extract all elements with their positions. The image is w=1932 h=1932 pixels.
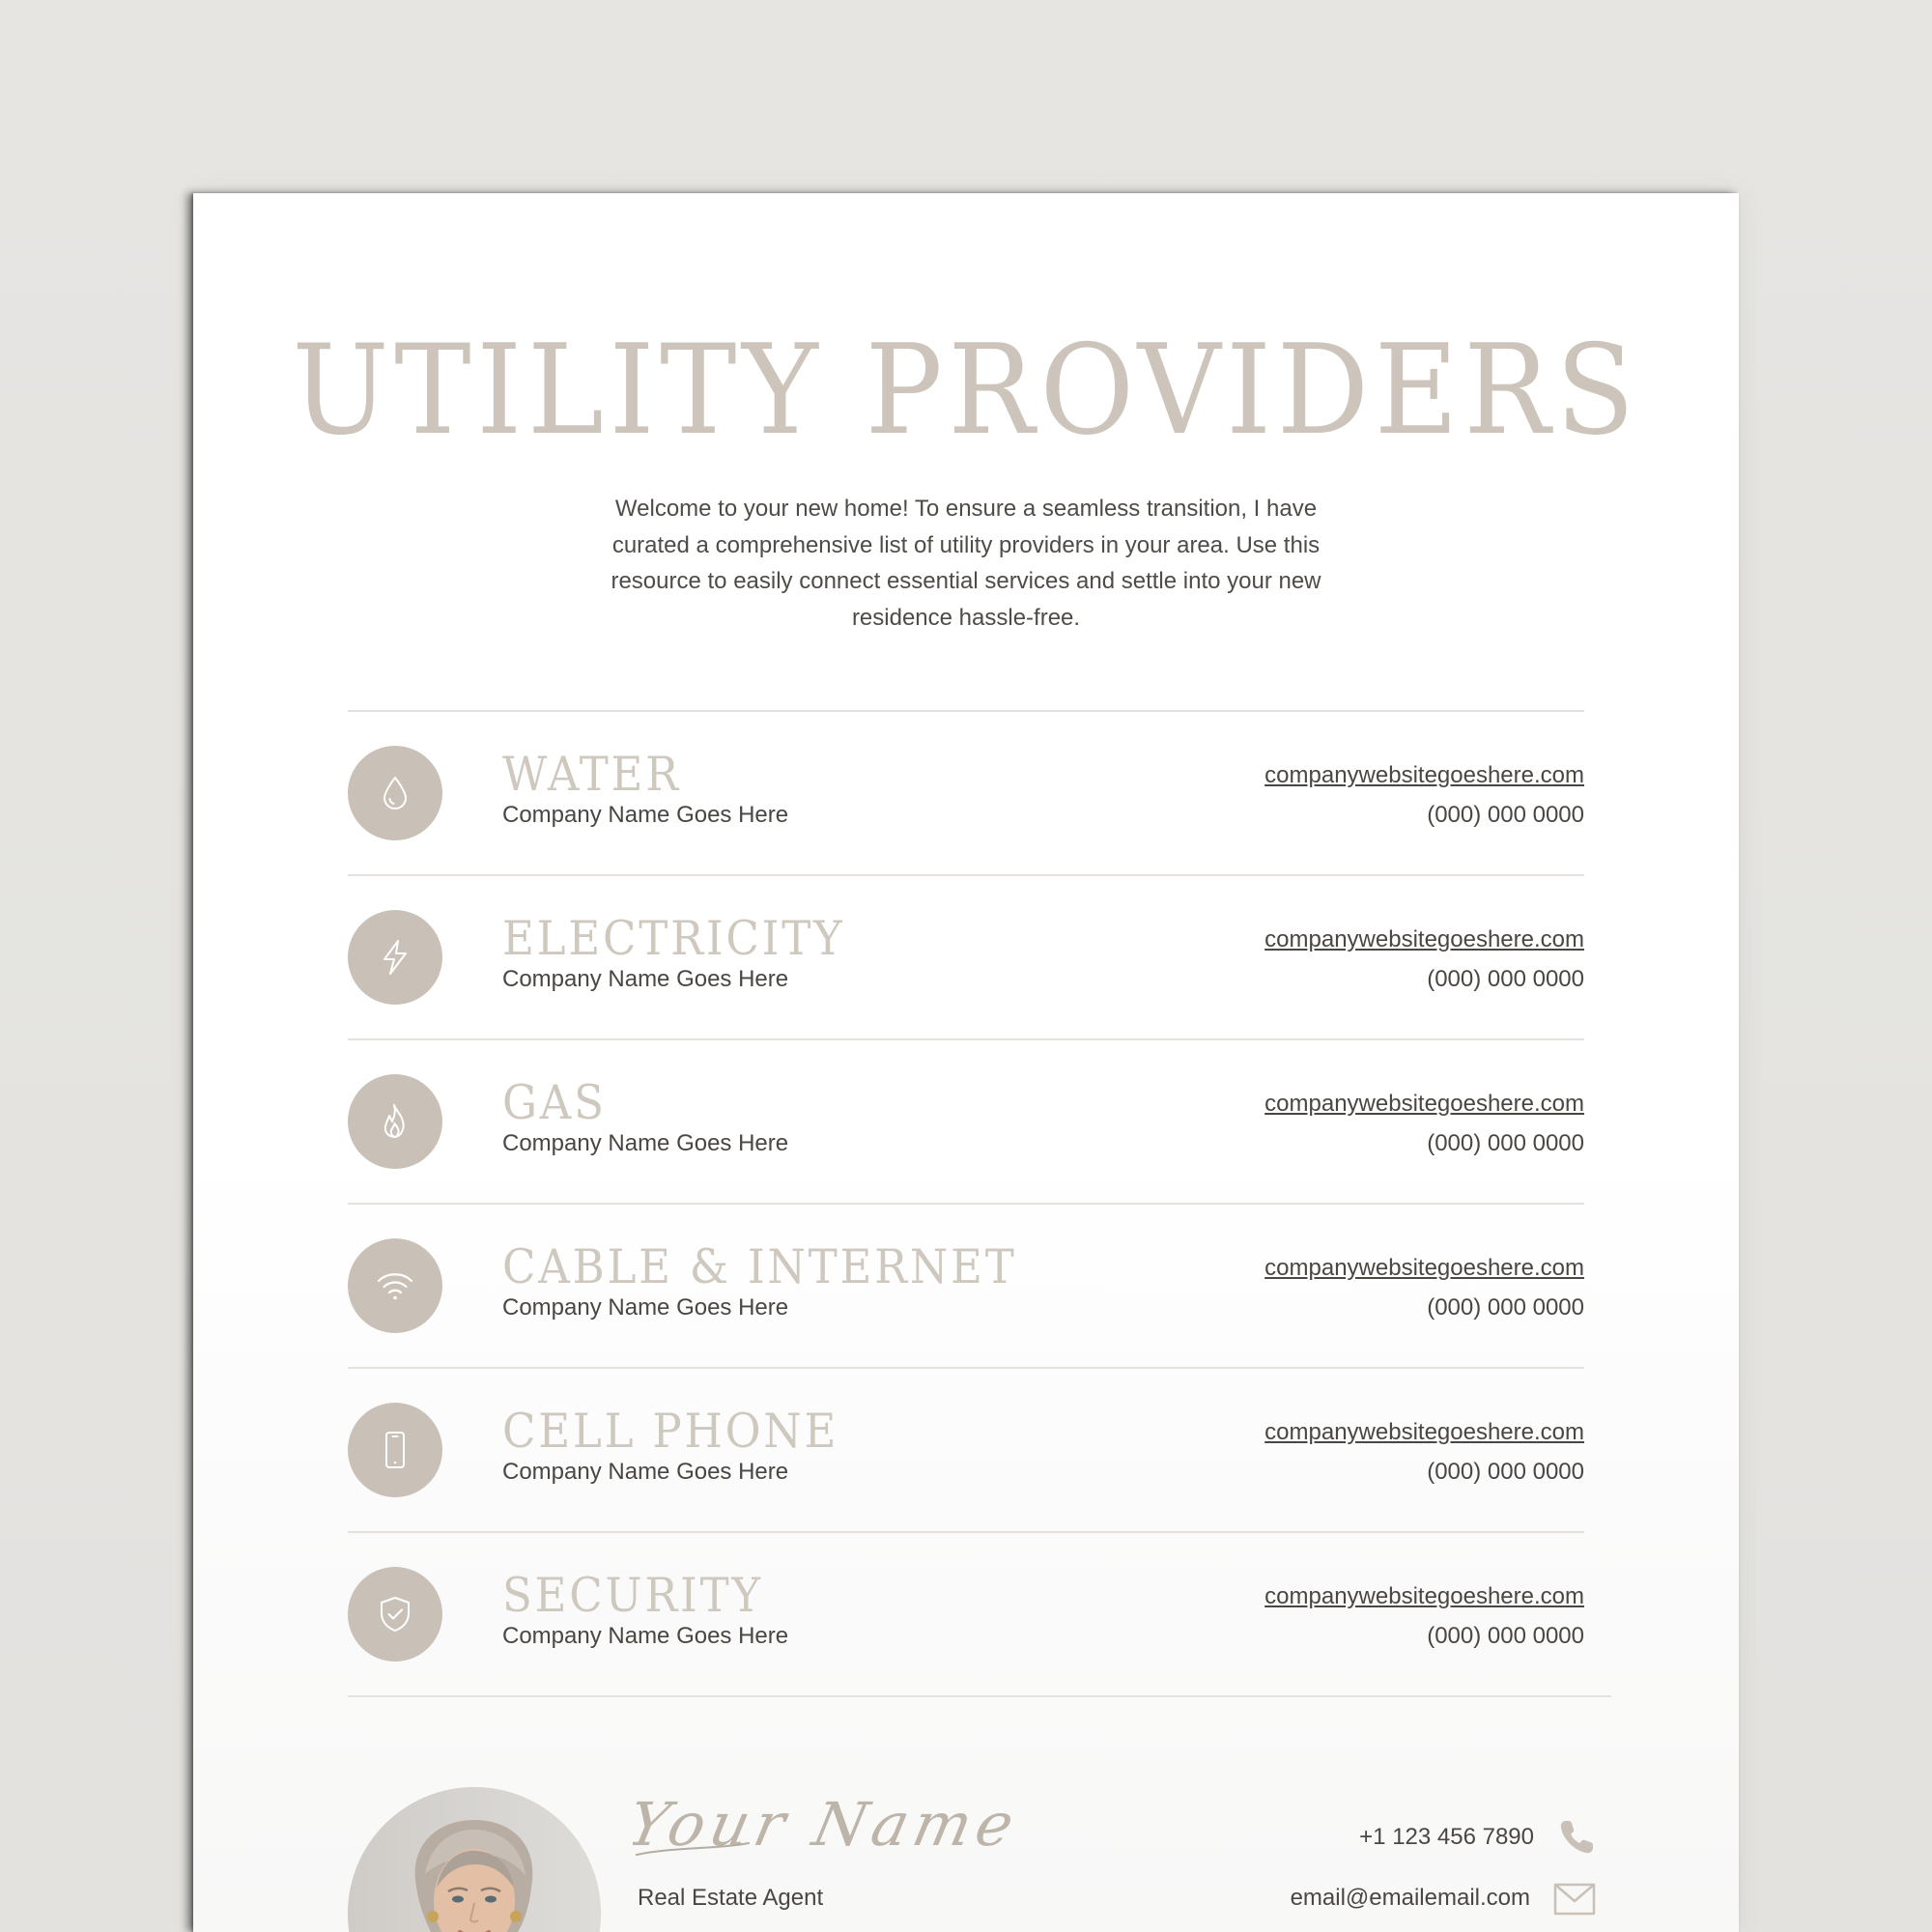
utility-category: WATER: [502, 747, 681, 802]
utility-phone: (000) 000 0000: [1427, 1130, 1584, 1156]
utility-website-link[interactable]: companywebsitegoeshere.com: [1264, 926, 1584, 952]
utility-row-gas: [348, 1039, 1584, 1204]
agent-signature-text: Your Name: [633, 1789, 1026, 1860]
utility-category: CABLE & INTERNET: [502, 1239, 1017, 1294]
utility-phone: (000) 000 0000: [1427, 1623, 1584, 1649]
utility-website-link[interactable]: companywebsitegoeshere.com: [1264, 1091, 1584, 1117]
utility-row-security: [348, 1532, 1584, 1696]
utility-row-water: [348, 711, 1584, 875]
utility-category: CELL PHONE: [502, 1404, 839, 1459]
utility-category: GAS: [502, 1075, 607, 1130]
agent-photo: [348, 1787, 601, 1932]
mobile-phone-icon: [348, 1403, 442, 1497]
utility-row-cell-phone: [348, 1368, 1584, 1532]
shield-check-icon: [348, 1567, 442, 1662]
utility-phone: (000) 000 0000: [1427, 966, 1584, 992]
agent-signature: [633, 1779, 1058, 1872]
utility-website-link[interactable]: companywebsitegoeshere.com: [1264, 1255, 1584, 1281]
agent-title: Real Estate Agent: [638, 1885, 824, 1911]
utility-website-link[interactable]: companywebsitegoeshere.com: [1264, 1583, 1584, 1609]
utility-category: SECURITY: [502, 1568, 763, 1623]
utility-company-name: Company Name Goes Here: [502, 1294, 789, 1321]
utility-company-name: Company Name Goes Here: [502, 1459, 789, 1485]
lightning-bolt-icon: [348, 910, 442, 1005]
phone-icon: [1557, 1818, 1596, 1857]
utility-row-electricity: [348, 875, 1584, 1039]
utility-website-link[interactable]: companywebsitegoeshere.com: [1264, 1419, 1584, 1445]
water-drop-icon: [348, 746, 442, 840]
agent-email[interactable]: email@emailemail.com: [1290, 1885, 1530, 1911]
utility-company-name: Company Name Goes Here: [502, 1623, 789, 1649]
wifi-icon: [348, 1238, 442, 1333]
utility-company-name: Company Name Goes Here: [502, 802, 789, 828]
page-title: UTILITY PROVIDERS: [292, 319, 1640, 463]
utility-company-name: Company Name Goes Here: [502, 966, 789, 992]
utility-row-cable-internet: [348, 1204, 1584, 1368]
utility-website-link[interactable]: companywebsitegoeshere.com: [1264, 762, 1584, 788]
utility-company-name: Company Name Goes Here: [502, 1130, 789, 1156]
utility-phone: (000) 000 0000: [1427, 1459, 1584, 1485]
agent-phone[interactable]: +1 123 456 7890: [1359, 1824, 1534, 1850]
intro-paragraph: Welcome to your new home! To ensure a seamless transition, I have curated a comprehensive list of utility providers in your area. Use this resource to easily connect essential services and settle into your new residence hassle-free.: [611, 496, 1321, 631]
flame-icon: [348, 1074, 442, 1169]
utility-category: ELECTRICITY: [502, 911, 845, 966]
utility-phone: (000) 000 0000: [1427, 1294, 1584, 1321]
mail-icon: [1553, 1882, 1596, 1917]
utility-phone: (000) 000 0000: [1427, 802, 1584, 828]
